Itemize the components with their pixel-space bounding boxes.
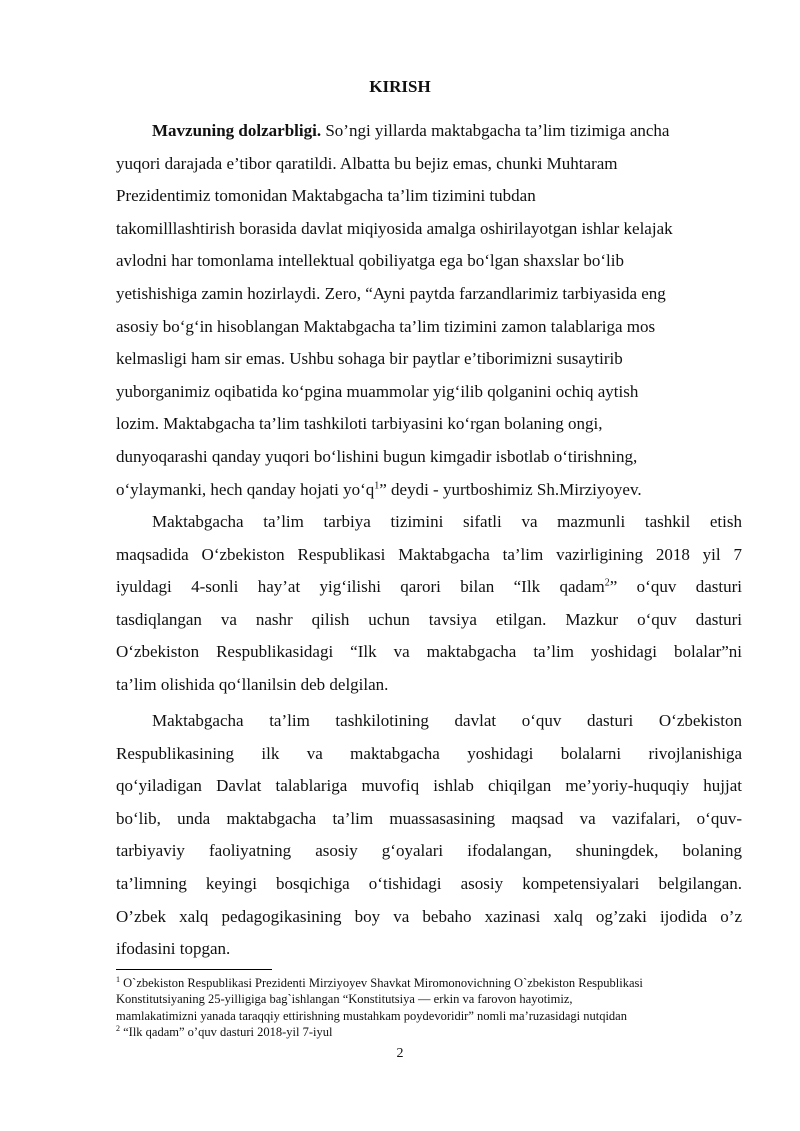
footnote-separator [116,969,272,970]
text-run: iyuldagi 4-sonli hay’at yig‘ilishi qarori bilan “Ilk qadam [116,577,605,597]
lead-heading: Mavzuning dolzarbligi. [152,121,322,140]
footnote-ref[interactable]: 2 [604,577,610,589]
text-line: Maktabgacha ta’lim tarbiya tizimini sifatli va mazmunli tashkil etish [152,512,742,531]
footnote-2 [116,1024,756,1040]
text-line: maqsadida O‘zbekiston Respublikasi Maktabgacha ta’lim vazirligining 2018 yil 7 [116,544,742,564]
text-line: yuqori darajada e’tibor qaratildi. Albatta bu bejiz emas, chunki Muhtaram [116,153,618,173]
text-line: tasdiqlangan va nashr qilish uchun tavsiya etilgan. Mazkur o‘quv dasturi [116,609,742,629]
text-line: takomilllashtirish borasida davlat miqiyosida amalga oshirilayotgan ishlar kelajak [116,218,673,238]
text-line: Respublikasining ilk va maktabgacha yoshidagi bolalarni rivojlanishiga [116,743,742,763]
text-line: bo‘lib, unda maktabgacha ta’lim muassasasining maqsad va vazifalari, o‘quv- [116,808,742,828]
text-run: ” o‘quv dasturi [609,577,742,597]
text-run: ” deydi - yurtboshimiz Sh.Mirziyoyev. [379,479,642,499]
text-run: So’ngi yillarda maktabgacha ta’lim tizimiga ancha [321,121,670,140]
text-line: Prezidentimiz tomonidan Maktabgacha ta’lim tizimini tubdan [116,186,536,206]
text-run: o‘ylaymanki, hech qanday hojati yo‘q [116,479,375,499]
paragraph-curriculum [116,705,742,966]
paragraph-relevance [116,115,742,506]
text-line [116,474,742,507]
text-line: ta’lim olishida qo‘llanilsin deb delgilan. [116,674,389,694]
text-line: O’zbek xalq pedagogikasining boy va bebaho xazinasi xalq og’zaki ijodida o’z [116,906,742,926]
text-line: tarbiyaviy faoliyatning asosiy g‘oyalari ifodalangan, shuningdek, bolaning [116,841,742,861]
text-line: asosiy bo‘g‘in hisoblangan Maktabgacha ta’lim tizimini zamon talablariga mos [116,316,656,336]
text-line: ta’limning keyingi bosqichiga o‘tishidagi asosiy kompetensiyalari belgilangan. [116,873,742,893]
text-line: qo‘yiladigan Davlat talablariga muvofiq ishlab chiqilgan me’yoriy-huquqiy hujjat [116,776,742,796]
paragraph-program [116,506,742,702]
footnote-text: “Ilk qadam” o’quv dasturi 2018-yil 7-iyul [120,1024,333,1039]
footnote-1 [116,975,756,991]
text-line: yuborganimiz oqibatida ko‘pgina muammolar yig‘ilib qolganini ochiq aytish [116,381,639,401]
text-line [116,115,742,148]
text-line: kelmasligi ham sir emas. Ushbu sohaga bir paytlar e’tiborimizni susaytirib [116,349,623,369]
text-line: avlodni har tomonlama intellektual qobiliyatga ega bo‘lgan shaxslar bo‘lib [116,251,624,271]
footnote-text: O`zbekiston Respublikasi Prezidenti Mirziyoyev Shavkat Miromonovichning O`zbekiston Respublikasi [120,976,643,990]
page-number: 2 [396,1046,404,1061]
text-line: yetishishiga zamin hozirlaydi. Zero, “Ayni paytda farzandlarimiz tarbiyasida eng [116,283,666,303]
footnote-marker: 1 [116,974,120,984]
text-line: lozim. Maktabgacha ta’lim tashkiloti tarbiyasini ko‘rgan bolaning ongi, [116,414,603,434]
footnote-ref[interactable]: 1 [374,479,380,491]
footnote-1-cont: mamlakatimizni yanada taraqqiy ettirishning mustahkam poydevoridir” nomli ma’ruzasidagi nutqidan [116,1008,627,1023]
footnotes [116,975,756,1040]
footnote-1-cont: Konstitutsiyaning 25-yilligiga bag`ishlangan “Konstitutsiya — erkin va farovon hayotimiz, [116,992,573,1007]
text-line [116,571,742,604]
footnote-marker: 2 [116,1023,120,1033]
text-line: dunyoqarashi qanday yuqori bo‘lishini bugun kimgadir isbotlab o‘tirishning, [116,446,638,466]
text-line: O‘zbekiston Respublikasidagi “Ilk va maktabgacha ta’lim yoshidagi bolalar”ni [116,642,742,662]
text-line: ifodasini topgan. [116,939,231,959]
text-line: Maktabgacha ta’lim tashkilotining davlat o‘quv dasturi O‘zbekiston [152,711,742,730]
section-title: KIRISH [369,77,431,96]
